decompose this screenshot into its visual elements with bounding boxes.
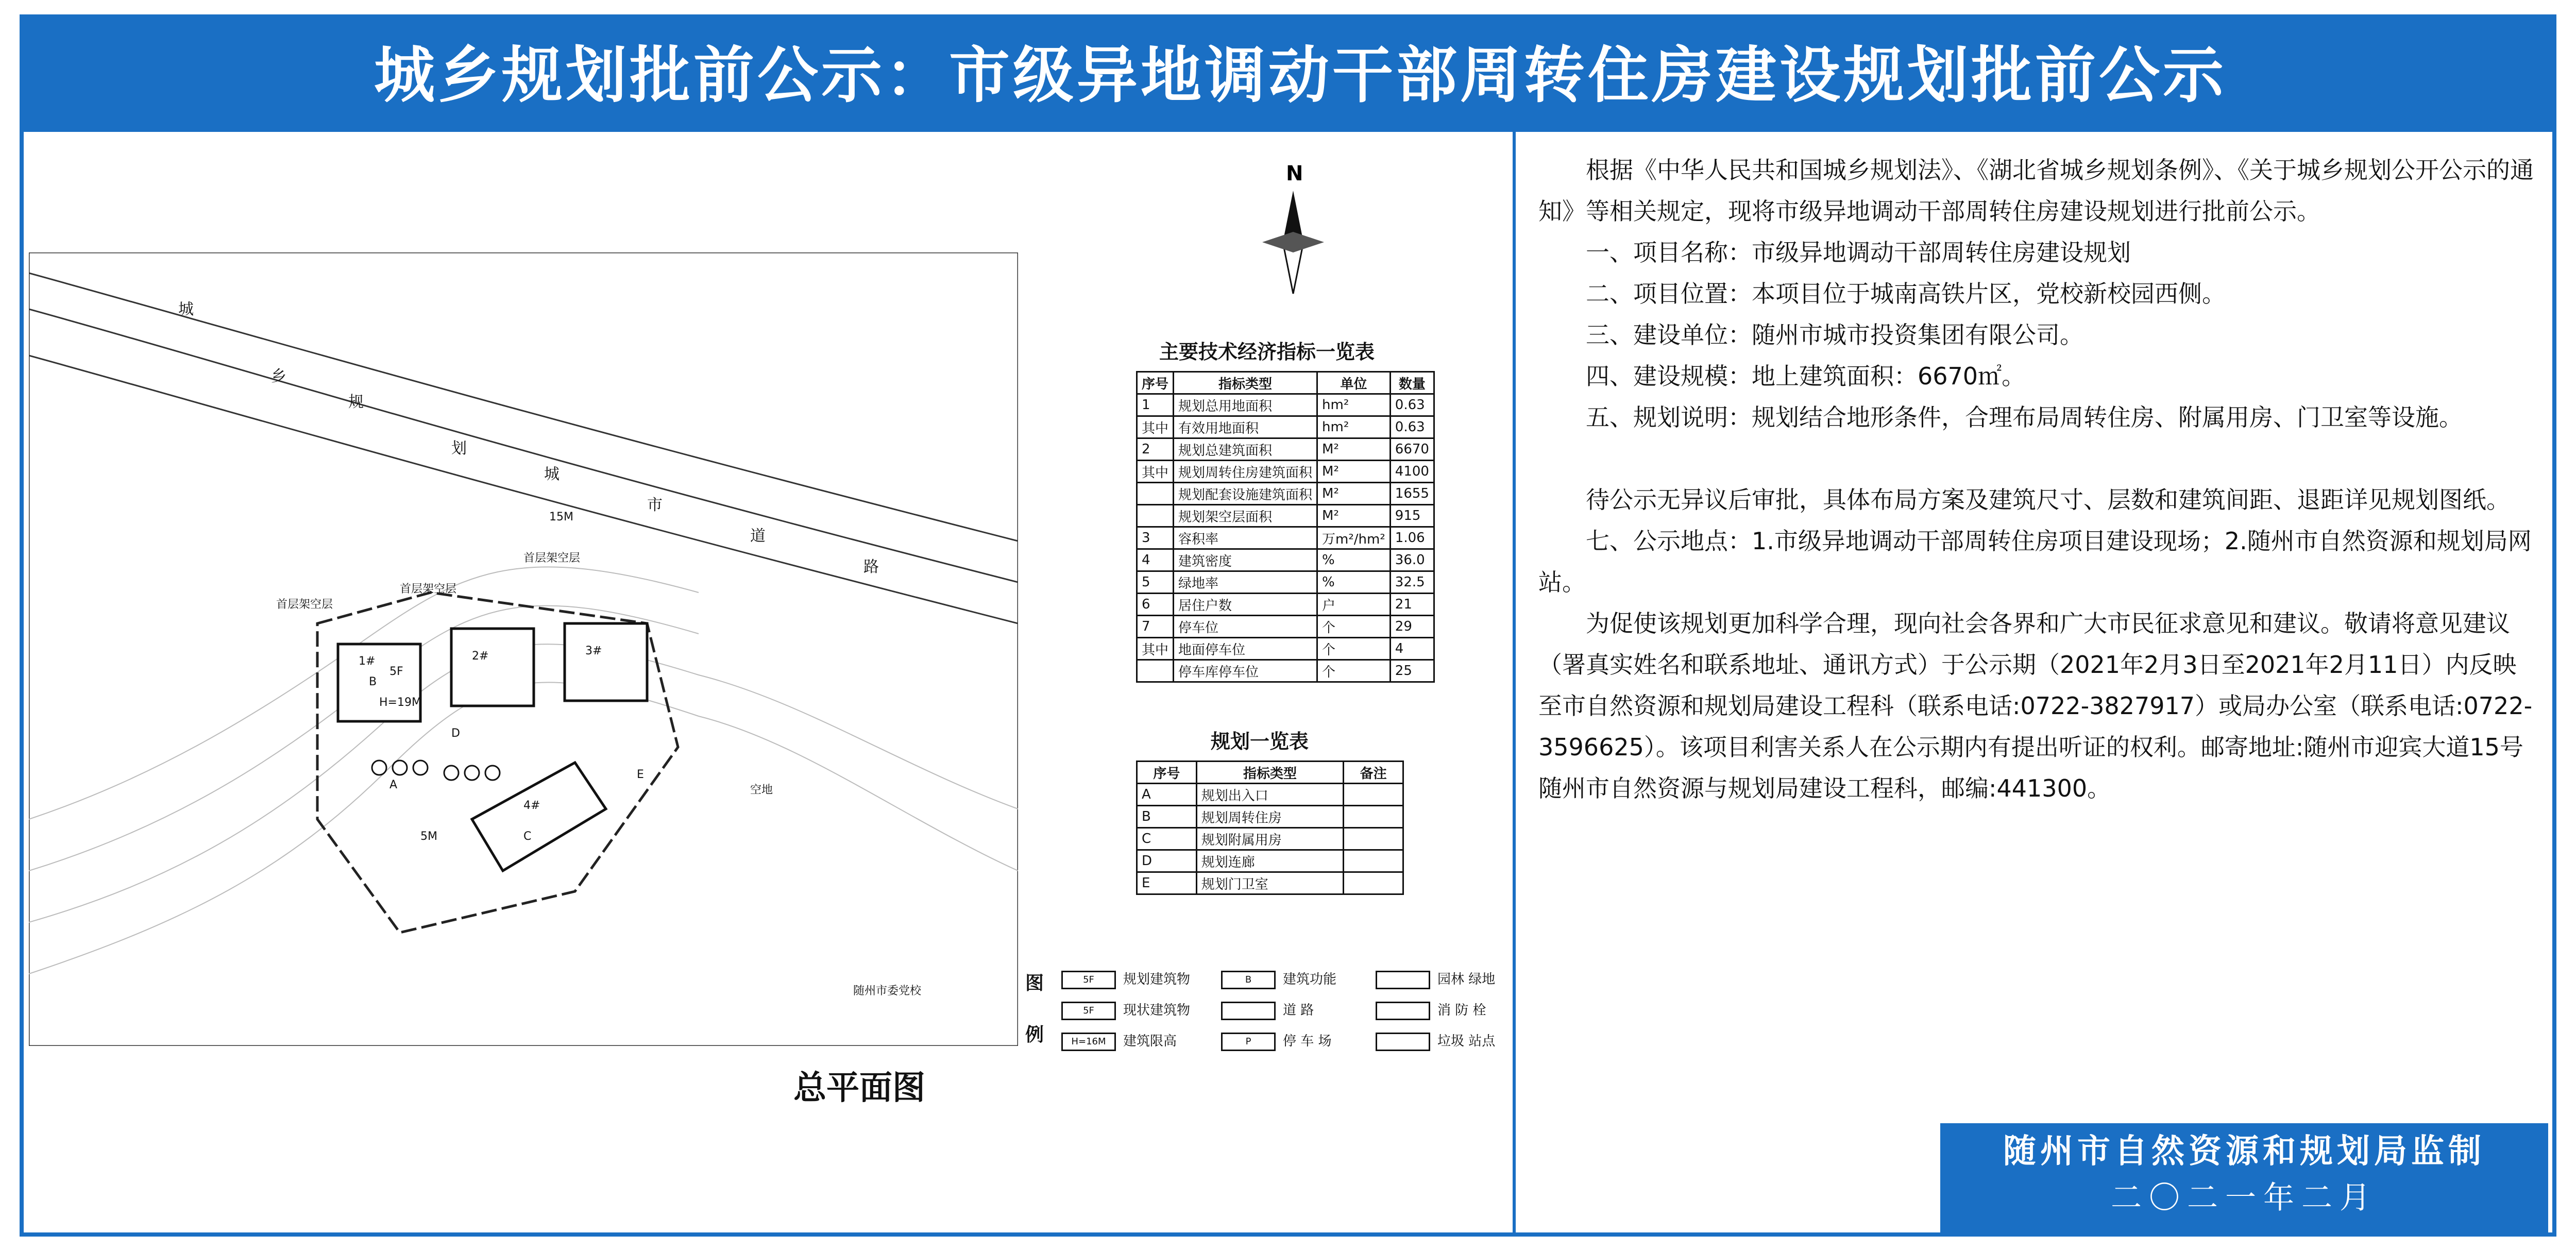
- legend-item: [1061, 1030, 1177, 1051]
- legend-swatch: 5F: [1061, 1002, 1116, 1020]
- table-row: [1137, 806, 1403, 828]
- table-cell: 规划出入口: [1196, 784, 1343, 806]
- table-cell: hm²: [1317, 394, 1391, 416]
- tech-table: [1136, 371, 1435, 683]
- table-cell: 规划总用地面积: [1174, 394, 1317, 416]
- table-cell: M²: [1317, 483, 1391, 505]
- page-title: 城乡规划批前公示：市级异地调动干部周转住房建设规划批前公示: [374, 40, 2227, 111]
- table-row: [1137, 483, 1434, 505]
- notice-text: [1538, 149, 2538, 809]
- table-row: [1137, 438, 1434, 461]
- table-cell: 容积率: [1174, 527, 1317, 549]
- legend-swatch: [1221, 1002, 1276, 1020]
- legend: [1025, 963, 1504, 1061]
- legend-item: [1221, 1000, 1314, 1020]
- table-cell: 4: [1137, 549, 1174, 571]
- road-char: 市: [647, 496, 663, 514]
- table-cell: 0.63: [1390, 394, 1434, 416]
- table-cell: 规划周转住房: [1196, 806, 1343, 828]
- table-cell: 29: [1390, 616, 1434, 638]
- legend-text: 现状建筑物: [1123, 1003, 1191, 1018]
- road-char: 划: [451, 439, 467, 458]
- table-cell: 1655: [1390, 483, 1434, 505]
- table-cell: 3: [1137, 527, 1174, 549]
- table-cell: [1137, 660, 1174, 682]
- map-label: 首层架空层: [276, 598, 333, 611]
- map-label: A: [389, 779, 398, 791]
- map-label: C: [523, 830, 532, 843]
- table-cell: 户: [1317, 594, 1391, 616]
- notice-item: 为促使该规划更加科学合理，现向社会各界和广大市民征求意见和建议。敬请将意见建议（署真实姓名和联系地址、通讯方式）于公示期（2021年2月3日至2021年2月11日）内反映至市自然资源和规划局建设工程科（联系电话:0722-3827917）或局办公室（联系电话:0722-3596625）。该项目利害关系人在公示期内有提出听证的权利。邮寄地址:随州市迎宾大道15号随州市自然资源与规划局建设工程科，邮编:441300。: [1538, 610, 2533, 802]
- table-header: 数量: [1390, 372, 1434, 394]
- table-cell: 2: [1137, 438, 1174, 461]
- table-cell: [1344, 872, 1403, 894]
- legend-label-top: 图: [1025, 973, 1044, 994]
- legend-item: [1376, 1000, 1486, 1020]
- legend-swatch: [1376, 971, 1430, 989]
- road-char: 路: [863, 558, 879, 576]
- table-cell: 36.0: [1390, 549, 1434, 571]
- map-label: 4#: [523, 799, 540, 812]
- table-cell: 规划附属用房: [1196, 828, 1343, 850]
- map-caption: 总平面图: [793, 1069, 925, 1107]
- road-char: 城: [178, 300, 194, 318]
- table-cell: 其中: [1137, 638, 1174, 660]
- table-cell: 规划架空层面积: [1174, 505, 1317, 527]
- table-row: [1137, 828, 1403, 850]
- notice-item: 七、公示地点：1.市级异地调动干部周转住房项目建设现场；2.随州市自然资源和规划局网站。: [1538, 527, 2532, 596]
- table-cell: 4: [1390, 638, 1434, 660]
- table-cell: 绿地率: [1174, 571, 1317, 594]
- table-cell: 规划总建筑面积: [1174, 438, 1317, 461]
- table-row: [1137, 660, 1434, 682]
- map-label: 5F: [389, 665, 403, 678]
- table-header: 序号: [1137, 762, 1197, 784]
- map-label: 首层架空层: [400, 583, 457, 596]
- map-label: 5M: [420, 830, 437, 843]
- notice-item: 三、建设单位：随州市城市投资集团有限公司。: [1586, 321, 2083, 349]
- north-label: N: [1286, 162, 1303, 185]
- table-cell: E: [1137, 872, 1197, 894]
- table-cell: C: [1137, 828, 1197, 850]
- table-cell: 5: [1137, 571, 1174, 594]
- table-cell: D: [1137, 850, 1197, 872]
- map-label: 15M: [549, 511, 573, 523]
- signature-date: 二〇二一年二月: [2111, 1180, 2378, 1216]
- table-cell: 32.5: [1390, 571, 1434, 594]
- signature-org: 随州市自然资源和规划局监制: [2003, 1132, 2485, 1171]
- notice-item: 待公示无异议后审批，具体布局方案及建筑尺寸、层数和建筑间距、退距详见规划图纸。: [1586, 486, 2510, 514]
- road-char: 规: [348, 393, 364, 411]
- table-cell: 7: [1137, 616, 1174, 638]
- table-row: [1137, 784, 1403, 806]
- site-plan-map: [29, 252, 1018, 1046]
- table-cell: B: [1137, 806, 1197, 828]
- table-row: [1137, 461, 1434, 483]
- table-row: [1137, 505, 1434, 527]
- table-cell: [1344, 806, 1403, 828]
- legend-item: [1221, 1030, 1332, 1051]
- legend-label-bottom: 例: [1025, 1024, 1044, 1045]
- table-cell: 1: [1137, 394, 1174, 416]
- table-cell: 个: [1317, 660, 1391, 682]
- notice-item: 四、建设规模：地上建筑面积：6670㎡。: [1586, 362, 2026, 390]
- map-label: D: [451, 727, 460, 740]
- legend-swatch: P: [1221, 1033, 1276, 1051]
- table-cell: 地面停车位: [1174, 638, 1317, 660]
- map-label: 首层架空层: [523, 552, 581, 565]
- table-cell: 居住户数: [1174, 594, 1317, 616]
- map-label: 2#: [472, 650, 489, 663]
- title-bar: [24, 19, 2552, 132]
- table-cell: 其中: [1137, 461, 1174, 483]
- table-cell: 21: [1390, 594, 1434, 616]
- notice-item: 二、项目位置：本项目位于城南高铁片区，党校新校园西侧。: [1586, 280, 2226, 308]
- map-label: 空地: [750, 784, 773, 797]
- legend-item: [1061, 969, 1190, 989]
- map-label: H=19M: [379, 696, 421, 709]
- table-row: [1137, 850, 1403, 872]
- table-header: 指标类型: [1196, 762, 1343, 784]
- legend-swatch: [1376, 1033, 1430, 1051]
- legend-item: [1376, 1030, 1495, 1051]
- table-row: [1137, 594, 1434, 616]
- table-cell: 25: [1390, 660, 1434, 682]
- table-cell: 其中: [1137, 416, 1174, 438]
- table-cell: 6670: [1390, 438, 1434, 461]
- legend-swatch: B: [1221, 971, 1276, 989]
- table-cell: [1344, 850, 1403, 872]
- table-row: [1137, 762, 1403, 784]
- table-cell: M²: [1317, 438, 1391, 461]
- table-cell: 1.06: [1390, 527, 1434, 549]
- legend-item: [1376, 969, 1495, 989]
- road-char: 道: [750, 527, 766, 545]
- legend-text: 垃圾 站点: [1437, 1034, 1496, 1049]
- table-cell: 0.63: [1390, 416, 1434, 438]
- table-cell: 个: [1317, 616, 1391, 638]
- table-row: [1137, 571, 1434, 594]
- table-cell: A: [1137, 784, 1197, 806]
- spacer: [1538, 438, 2538, 479]
- legend-text: 园林 绿地: [1437, 972, 1496, 987]
- table-cell: 建筑密度: [1174, 549, 1317, 571]
- table-row: [1137, 872, 1403, 894]
- map-label: 3#: [585, 645, 602, 657]
- table-cell: 6: [1137, 594, 1174, 616]
- table-cell: 规划连廊: [1196, 850, 1343, 872]
- table-cell: 停车位: [1174, 616, 1317, 638]
- table-row: [1137, 549, 1434, 571]
- plan-table: [1136, 760, 1404, 895]
- table-row: [1137, 372, 1434, 394]
- table-cell: [1137, 483, 1174, 505]
- legend-text: 建筑限高: [1123, 1034, 1177, 1049]
- table-header: 序号: [1137, 372, 1174, 394]
- legend-text: 道 路: [1283, 1003, 1314, 1018]
- table-row: [1137, 616, 1434, 638]
- north-arrow-icon: [1252, 160, 1334, 314]
- plan-table-title: 规划一览表: [1211, 730, 1309, 753]
- table-cell: 规划周转住房建筑面积: [1174, 461, 1317, 483]
- legend-item: [1221, 969, 1336, 989]
- road-char: 乡: [271, 367, 286, 385]
- legend-text: 消 防 栓: [1437, 1003, 1486, 1018]
- legend-swatch: [1376, 1002, 1430, 1020]
- map-label: 1#: [359, 655, 376, 668]
- notice-item: 一、项目名称：市级异地调动干部周转住房建设规划: [1586, 239, 2131, 266]
- road-char: 城: [544, 465, 560, 483]
- notice-item: 五、规划说明：规划结合地形条件，合理布局周转住房、附属用房、门卫室等设施。: [1586, 403, 2463, 431]
- table-row: [1137, 416, 1434, 438]
- legend-swatch: 5F: [1061, 971, 1116, 989]
- table-cell: 停车库停车位: [1174, 660, 1317, 682]
- table-row: [1137, 394, 1434, 416]
- map-label: 随州市委党校: [853, 985, 922, 998]
- map-label: B: [369, 675, 377, 688]
- table-cell: 规划配套设施建筑面积: [1174, 483, 1317, 505]
- table-cell: 个: [1317, 638, 1391, 660]
- table-cell: hm²: [1317, 416, 1391, 438]
- map-label: E: [637, 768, 644, 781]
- legend-text: 规划建筑物: [1123, 972, 1191, 987]
- table-cell: [1344, 784, 1403, 806]
- table-header: 指标类型: [1174, 372, 1317, 394]
- table-row: [1137, 527, 1434, 549]
- table-cell: M²: [1317, 505, 1391, 527]
- table-cell: M²: [1317, 461, 1391, 483]
- table-cell: 915: [1390, 505, 1434, 527]
- column-divider: [1513, 132, 1516, 1233]
- notice-intro: 根据《中华人民共和国城乡规划法》、《湖北省城乡规划条例》、《关于城乡规划公开公示的通知》等相关规定，现将市级异地调动干部周转住房建设规划进行批前公示。: [1538, 156, 2534, 225]
- signature-block: [1940, 1123, 2548, 1232]
- legend-swatch: H=16M: [1061, 1033, 1116, 1051]
- table-cell: 4100: [1390, 461, 1434, 483]
- legend-text: 建筑功能: [1283, 972, 1337, 987]
- table-cell: [1137, 505, 1174, 527]
- table-cell: 规划门卫室: [1196, 872, 1343, 894]
- table-cell: %: [1317, 571, 1391, 594]
- table-cell: %: [1317, 549, 1391, 571]
- table-header: 单位: [1317, 372, 1391, 394]
- table-row: [1137, 638, 1434, 660]
- legend-item: [1061, 1000, 1190, 1020]
- table-cell: [1344, 828, 1403, 850]
- legend-text: 停 车 场: [1283, 1034, 1332, 1049]
- table-cell: 万m²/hm²: [1317, 527, 1391, 549]
- tech-table-title: 主要技术经济指标一览表: [1159, 341, 1375, 363]
- table-header: 备注: [1344, 762, 1403, 784]
- table-cell: 有效用地面积: [1174, 416, 1317, 438]
